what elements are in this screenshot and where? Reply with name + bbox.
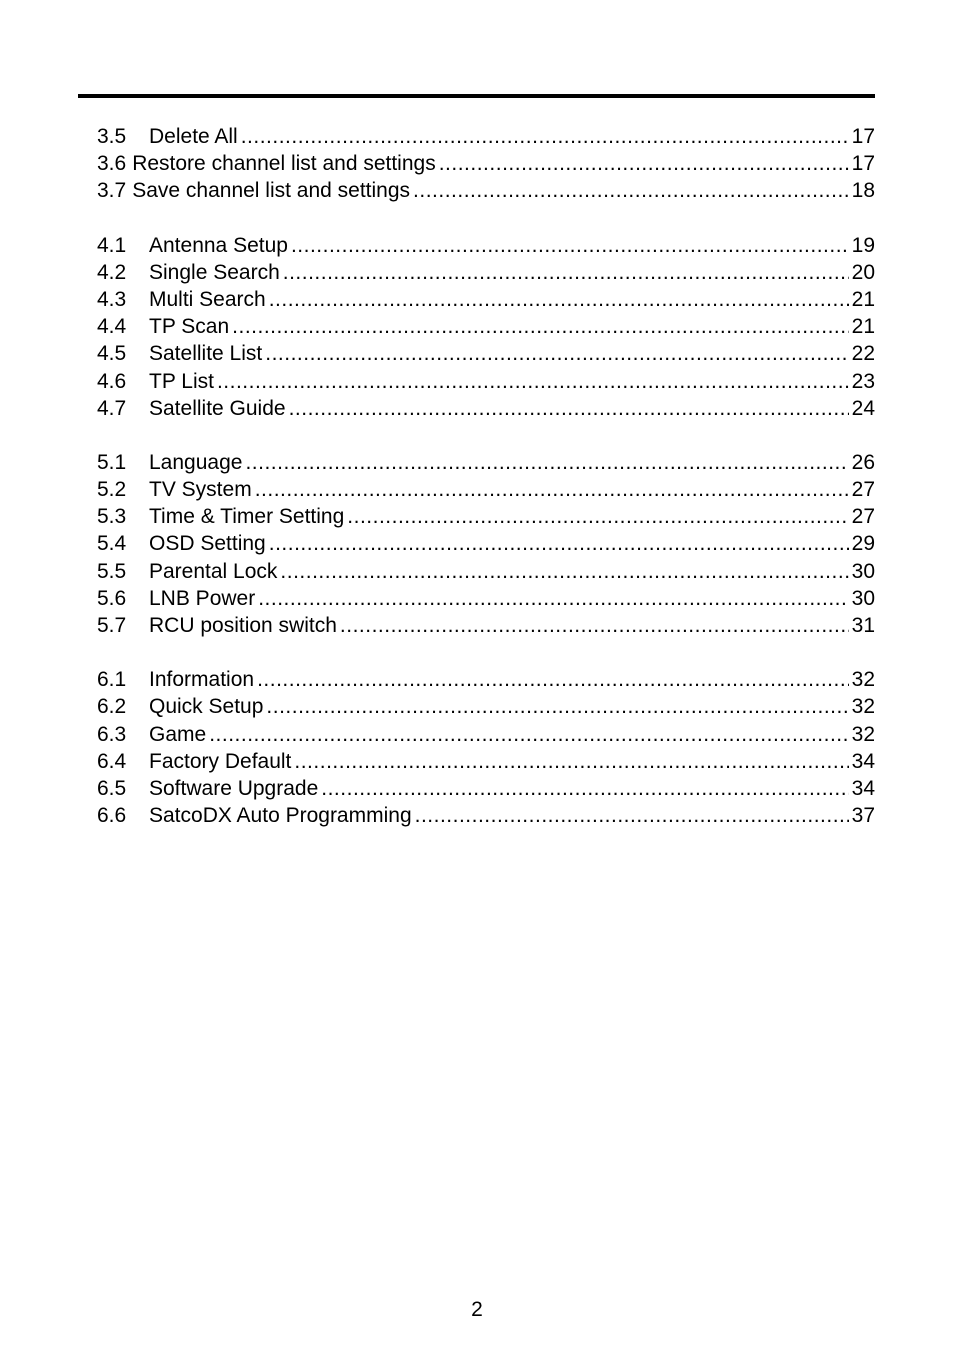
toc-entry-title: LNB Power bbox=[149, 586, 256, 610]
toc-entry-page: 17 bbox=[851, 152, 875, 176]
toc-entry-title: Restore channel list and settings bbox=[132, 152, 436, 176]
toc-entry-page: 30 bbox=[851, 586, 875, 610]
toc-entry-number: 3.6 bbox=[97, 152, 127, 176]
toc-entry-title: Satellite Guide bbox=[149, 396, 286, 420]
toc-entry-page: 34 bbox=[851, 749, 875, 773]
toc-entry-title: Game bbox=[149, 722, 207, 746]
toc-entry-number: 5.1 bbox=[97, 450, 127, 474]
dot-leader bbox=[232, 313, 848, 340]
toc-entry bbox=[97, 177, 875, 204]
toc-entry bbox=[97, 775, 875, 802]
toc-entry-page: 32 bbox=[851, 722, 875, 746]
toc-entry bbox=[97, 150, 875, 177]
toc-entry-title: Antenna Setup bbox=[149, 233, 288, 257]
toc-entry-number: 5.5 bbox=[97, 559, 127, 583]
toc-entry-title: Time & Timer Setting bbox=[149, 505, 345, 529]
toc-entry-title: TV System bbox=[149, 478, 252, 502]
dot-leader bbox=[245, 449, 848, 476]
toc-entry-page: 27 bbox=[851, 505, 875, 529]
dot-leader bbox=[347, 503, 848, 530]
toc-section bbox=[97, 123, 875, 205]
toc-entry-page: 27 bbox=[851, 478, 875, 502]
toc-entry-page: 23 bbox=[851, 369, 875, 393]
toc-entry bbox=[97, 612, 875, 639]
toc-entry-number: 4.6 bbox=[97, 369, 127, 393]
toc-entry bbox=[97, 693, 875, 720]
toc-entry-title: Factory Default bbox=[149, 749, 292, 773]
toc-entry-page: 21 bbox=[851, 287, 875, 311]
toc-entry bbox=[97, 666, 875, 693]
dot-leader bbox=[413, 177, 849, 204]
toc-entry bbox=[97, 368, 875, 395]
toc-entry-number: 5.3 bbox=[97, 505, 127, 529]
toc-entry-title: Software Upgrade bbox=[149, 776, 319, 800]
toc-entry-number: 5.7 bbox=[97, 614, 127, 637]
dot-leader bbox=[280, 558, 848, 585]
toc-entry-number: 5.4 bbox=[97, 532, 127, 556]
toc-entry-number: 6.6 bbox=[97, 804, 127, 828]
toc-entry-number: 6.2 bbox=[97, 695, 127, 719]
toc-section bbox=[97, 232, 875, 422]
dot-leader bbox=[340, 612, 849, 639]
header-rule bbox=[78, 94, 875, 98]
toc-entry bbox=[97, 286, 875, 313]
toc-entry-title: Multi Search bbox=[149, 287, 266, 311]
toc-entry bbox=[97, 748, 875, 775]
toc-entry-title: SatcoDX Auto Programming bbox=[149, 804, 412, 828]
dot-leader bbox=[258, 585, 848, 612]
toc-entry-title: TP List bbox=[149, 369, 214, 393]
toc-entry bbox=[97, 476, 875, 503]
dot-leader bbox=[415, 802, 849, 829]
toc-entry-page: 34 bbox=[851, 776, 875, 800]
toc-entry-number: 6.5 bbox=[97, 776, 127, 800]
dot-leader bbox=[289, 395, 849, 422]
toc-entry-page: 22 bbox=[851, 342, 875, 366]
toc-entry-page: 17 bbox=[851, 125, 875, 148]
toc-entry bbox=[97, 259, 875, 286]
toc-entry-page: 30 bbox=[851, 559, 875, 583]
toc-entry bbox=[97, 123, 875, 150]
dot-leader bbox=[283, 259, 849, 286]
toc-entry-title: TP Scan bbox=[149, 315, 230, 339]
toc-entry-title: Language bbox=[149, 450, 243, 474]
toc-entry-number: 4.4 bbox=[97, 315, 127, 339]
toc-entry-page: 32 bbox=[851, 668, 875, 692]
toc-entry bbox=[97, 503, 875, 530]
toc-entry-title: Save channel list and settings bbox=[132, 179, 411, 203]
dot-leader bbox=[217, 368, 849, 395]
toc-entry bbox=[97, 721, 875, 748]
toc-entry bbox=[97, 313, 875, 340]
toc-entry-number: 4.5 bbox=[97, 342, 127, 366]
dot-leader bbox=[439, 150, 849, 177]
toc-entry bbox=[97, 395, 875, 422]
toc-entry-number: 6.3 bbox=[97, 722, 127, 746]
toc-entry-page: 37 bbox=[851, 804, 875, 828]
toc-entry-title: Single Search bbox=[149, 260, 280, 284]
toc-entry-number: 4.2 bbox=[97, 260, 127, 284]
dot-leader bbox=[269, 530, 849, 557]
dot-leader bbox=[209, 721, 848, 748]
dot-leader bbox=[269, 286, 849, 313]
toc-entry-page: 21 bbox=[851, 315, 875, 339]
dot-leader bbox=[294, 748, 848, 775]
toc-entry-page: 20 bbox=[851, 260, 875, 284]
dot-leader bbox=[291, 232, 849, 259]
toc-entry-page: 24 bbox=[851, 396, 875, 420]
toc-entry-number: 3.7 bbox=[97, 179, 127, 203]
toc-entry-title: OSD Setting bbox=[149, 532, 266, 556]
toc-entry-page: 26 bbox=[851, 450, 875, 474]
toc-entry bbox=[97, 802, 875, 829]
toc-entry-number: 4.1 bbox=[97, 233, 127, 257]
toc-entry-number: 4.7 bbox=[97, 396, 127, 420]
toc-entry-title: RCU position switch bbox=[149, 614, 337, 637]
dot-leader bbox=[255, 476, 849, 503]
toc-entry-title: Delete All bbox=[149, 125, 238, 148]
toc-entry bbox=[97, 530, 875, 557]
toc-entry-page: 32 bbox=[851, 695, 875, 719]
toc-section bbox=[97, 449, 875, 639]
toc-entry-page: 31 bbox=[851, 614, 875, 637]
dot-leader bbox=[266, 693, 848, 720]
toc-entry bbox=[97, 449, 875, 476]
toc-entry-title: Satellite List bbox=[149, 342, 263, 366]
toc-section bbox=[97, 666, 875, 829]
page-number: 2 bbox=[471, 1298, 483, 1321]
toc-entry-page: 19 bbox=[851, 233, 875, 257]
toc-entry-page: 29 bbox=[851, 532, 875, 556]
toc-entry-number: 5.2 bbox=[97, 478, 127, 502]
dot-leader bbox=[321, 775, 848, 802]
table-of-contents bbox=[97, 123, 875, 856]
toc-entry-title: Parental Lock bbox=[149, 559, 278, 583]
toc-entry-number: 5.6 bbox=[97, 586, 127, 610]
toc-entry-number: 3.5 bbox=[97, 125, 127, 148]
dot-leader bbox=[265, 340, 848, 367]
toc-entry bbox=[97, 558, 875, 585]
toc-entry-number: 6.4 bbox=[97, 749, 127, 773]
toc-entry bbox=[97, 232, 875, 259]
toc-entry-title: Information bbox=[149, 668, 255, 692]
dot-leader bbox=[257, 666, 849, 693]
toc-entry-title: Quick Setup bbox=[149, 695, 264, 719]
toc-entry-number: 4.3 bbox=[97, 287, 127, 311]
toc-entry bbox=[97, 585, 875, 612]
toc-entry-number: 6.1 bbox=[97, 668, 127, 692]
dot-leader bbox=[241, 123, 849, 150]
toc-entry-page: 18 bbox=[851, 179, 875, 203]
toc-entry bbox=[97, 340, 875, 367]
